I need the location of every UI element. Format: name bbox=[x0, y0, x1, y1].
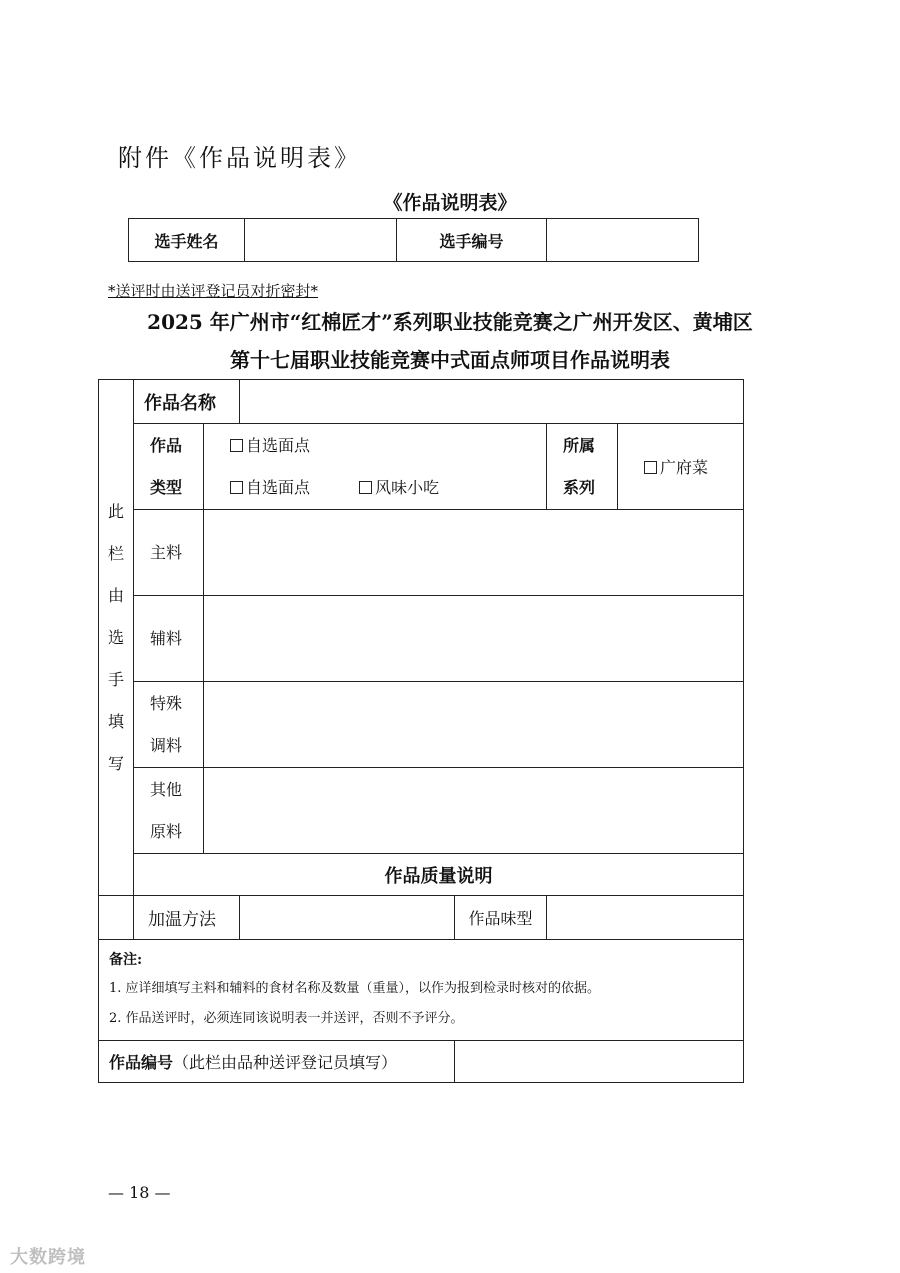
flavor-field[interactable] bbox=[547, 896, 744, 940]
special-seasoning-field[interactable] bbox=[204, 682, 744, 768]
main-title-line2: 第十七届职业技能竞赛中式面点师项目作品说明表 bbox=[230, 348, 670, 372]
remarks-item: 2. 作品送评时，必须连同该说明表一并送评，否则不予评分。 bbox=[109, 1011, 464, 1026]
series-option[interactable]: 广府菜 bbox=[618, 424, 744, 510]
work-number-label: 作品编号（此栏由品种送评登记员填写） bbox=[99, 1041, 455, 1083]
competitor-number-label: 选手编号 bbox=[397, 219, 547, 262]
watermark: 大数跨境 bbox=[10, 1247, 86, 1268]
flavor-label: 作品味型 bbox=[455, 896, 547, 940]
competitor-name-field[interactable] bbox=[245, 219, 397, 262]
checkbox-icon[interactable] bbox=[359, 481, 372, 494]
seal-note: *送评时由送评登记员对折密封* bbox=[108, 282, 319, 300]
option-snack[interactable]: 风味小吃 bbox=[359, 478, 439, 497]
work-type-label: 作品 类型 bbox=[134, 424, 204, 510]
checkbox-icon[interactable] bbox=[644, 461, 657, 474]
checkbox-icon[interactable] bbox=[230, 481, 243, 494]
contestant-fill-label: 此 栏 由 选 手 填 写 bbox=[99, 380, 134, 896]
heating-method-label: 加温方法 bbox=[134, 896, 240, 940]
heating-method-field[interactable] bbox=[240, 896, 455, 940]
option-self-selected-2[interactable]: 自选面点 bbox=[230, 478, 310, 497]
remarks-section bbox=[99, 940, 744, 1041]
aux-ingredients-field[interactable] bbox=[204, 596, 744, 682]
main-ingredients-field[interactable] bbox=[204, 510, 744, 596]
other-ingredients-field[interactable] bbox=[204, 768, 744, 854]
option-self-selected-1[interactable]: 自选面点 bbox=[230, 425, 546, 467]
aux-ingredients-label: 辅料 bbox=[134, 596, 204, 682]
competitor-number-field[interactable] bbox=[547, 219, 699, 262]
checkbox-icon[interactable] bbox=[230, 439, 243, 452]
work-number-field[interactable] bbox=[455, 1041, 744, 1083]
remarks-item: 1. 应详细填写主料和辅料的食材名称及数量（重量），以作为报到检录时核对的依据。 bbox=[109, 981, 601, 996]
series-label: 所属 系列 bbox=[547, 424, 618, 510]
remarks-heading: 备注: bbox=[109, 952, 143, 968]
work-name-label: 作品名称 bbox=[134, 380, 240, 424]
quality-title: 作品质量说明 bbox=[134, 854, 744, 896]
work-type-options bbox=[204, 424, 547, 510]
work-description-table bbox=[98, 379, 744, 1083]
form-title: 《作品说明表》 bbox=[383, 192, 517, 214]
attachment-title: 附件《作品说明表》 bbox=[118, 144, 361, 172]
page-number: — 18 — bbox=[108, 1183, 171, 1202]
competitor-info-table bbox=[128, 218, 699, 262]
competitor-name-label: 选手姓名 bbox=[129, 219, 245, 262]
special-seasoning-label: 特殊 调料 bbox=[134, 682, 204, 768]
other-ingredients-label: 其他 原料 bbox=[134, 768, 204, 854]
work-name-field[interactable] bbox=[240, 380, 744, 424]
main-ingredients-label: 主料 bbox=[134, 510, 204, 596]
main-title-line1: 2025 年广州市“红棉匠才”系列职业技能竞赛之广州开发区、黄埔区 bbox=[147, 310, 753, 334]
